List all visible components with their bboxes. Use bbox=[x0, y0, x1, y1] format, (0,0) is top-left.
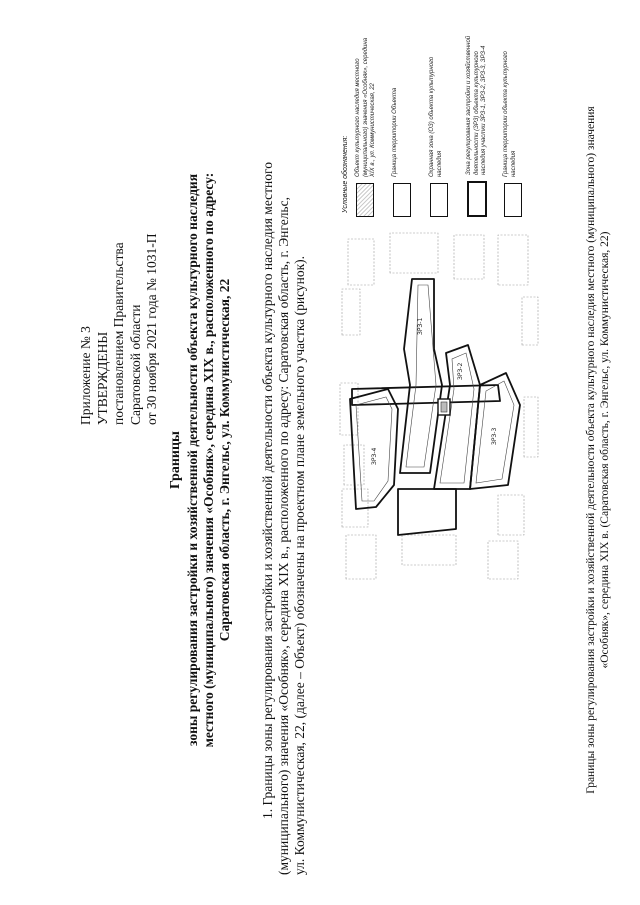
legend-label: Зона регулирования застройки и хозяйственной деятельности (ЗРЗ) объекта культурного наследия участки ЗРЗ-1, ЗРЗ-2, ЗРЗ-3, ЗРЗ-4 bbox=[466, 35, 487, 175]
heading-line: местного (муниципального) значения «Особняк», середина XIX в., расположенного по адресу: bbox=[201, 172, 216, 748]
map-legend bbox=[342, 32, 540, 217]
west-wing bbox=[398, 489, 456, 535]
legend-label: Объект культурного наследия местного (муниципального) значения «Особняк», середина XIX в., ул. Коммунистическая, 22 bbox=[355, 37, 376, 177]
approval-line-region: Саратовской области bbox=[127, 304, 143, 425]
central-corridor bbox=[352, 385, 500, 405]
city-block bbox=[390, 233, 438, 273]
zrz-1-inner bbox=[406, 285, 436, 467]
legend-item bbox=[429, 32, 462, 217]
legend-swatch bbox=[467, 181, 487, 217]
legend-label: Граница территории объекта культурного наследия bbox=[503, 51, 517, 177]
approval-line-approved: УТВЕРЖДЕНЫ bbox=[94, 331, 110, 425]
approval-block bbox=[78, 185, 161, 425]
city-block bbox=[522, 297, 538, 345]
body-paragraph bbox=[260, 35, 308, 875]
legend-label: Граница территории Объекта bbox=[392, 87, 398, 177]
approval-line-annex: Приложение № 3 bbox=[78, 326, 93, 425]
city-block bbox=[488, 541, 518, 579]
zone-label-zrz-2: ЗРЗ-2 bbox=[457, 362, 464, 380]
city-block bbox=[348, 239, 374, 285]
city-block bbox=[342, 289, 360, 335]
legend-item bbox=[355, 32, 388, 217]
city-block bbox=[454, 235, 484, 279]
zone-inner-lines bbox=[356, 285, 514, 501]
caption-line: Границы зоны регулирования застройки и хозяйственной деятельности объекта культурного наследия местного (муниципального) значения bbox=[585, 106, 597, 794]
legend-label: Охранная зона (ОЗ) объекта культурного наследия bbox=[429, 56, 443, 177]
legend-item bbox=[503, 32, 536, 217]
caption-line: «Особняк», середина XIX в. (Саратовская область, г. Энгельс, ул. Коммунистическая, 22) bbox=[599, 231, 611, 669]
city-block bbox=[340, 383, 358, 435]
figure-caption bbox=[584, 55, 612, 845]
city-block bbox=[498, 235, 528, 285]
paragraph-line: ул. Коммунистическая, 22, (далее – Объект) обозначены на проектном плане земельного участка (рисунок). bbox=[292, 255, 307, 875]
city-block bbox=[402, 535, 456, 565]
legend-item bbox=[392, 32, 425, 217]
zone-label-zrz-3: ЗРЗ-3 bbox=[491, 427, 498, 445]
approval-line-resolution: постановлением Правительства bbox=[111, 242, 126, 425]
approval-line-date: от 30 ноября 2021 года № 1031-П bbox=[144, 233, 159, 425]
legend-swatch bbox=[504, 183, 522, 217]
city-block bbox=[524, 397, 538, 457]
legend-title: Условные обозначения: bbox=[342, 135, 349, 213]
paragraph-line: (муниципального) значения «Особняк», середина XIX в., расположенного по адресу: Саратовская область, г. Энгельс, bbox=[276, 197, 291, 875]
city-block bbox=[346, 535, 376, 579]
zone-outlines bbox=[350, 279, 520, 535]
zrz-1-boundary bbox=[400, 279, 442, 473]
site-plan-map bbox=[338, 225, 544, 585]
legend-rows bbox=[355, 32, 536, 217]
heritage-object bbox=[438, 399, 450, 415]
legend-swatch bbox=[430, 183, 448, 217]
heritage-object-fill bbox=[441, 402, 447, 412]
legend-item bbox=[466, 32, 499, 217]
heading-line: зоны регулирования застройки и хозяйственной деятельности объекта культурного наследия bbox=[185, 174, 200, 746]
legend-swatch bbox=[393, 183, 411, 217]
zone-label-zrz-4: ЗРЗ-4 bbox=[371, 447, 378, 465]
document-heading bbox=[168, 55, 233, 865]
paragraph-line: 1. Границы зоны регулирования застройки и хозяйственной деятельности объекта культурного наследия местного bbox=[260, 162, 275, 819]
legend-swatch bbox=[356, 183, 374, 217]
city-block bbox=[498, 495, 524, 535]
zone-label-zrz-1: ЗРЗ-1 bbox=[417, 317, 424, 335]
heading-line: Саратовская область, г. Энгельс, ул. Коммунистическая, 22 bbox=[217, 278, 232, 642]
heading-title: Границы bbox=[168, 431, 183, 489]
